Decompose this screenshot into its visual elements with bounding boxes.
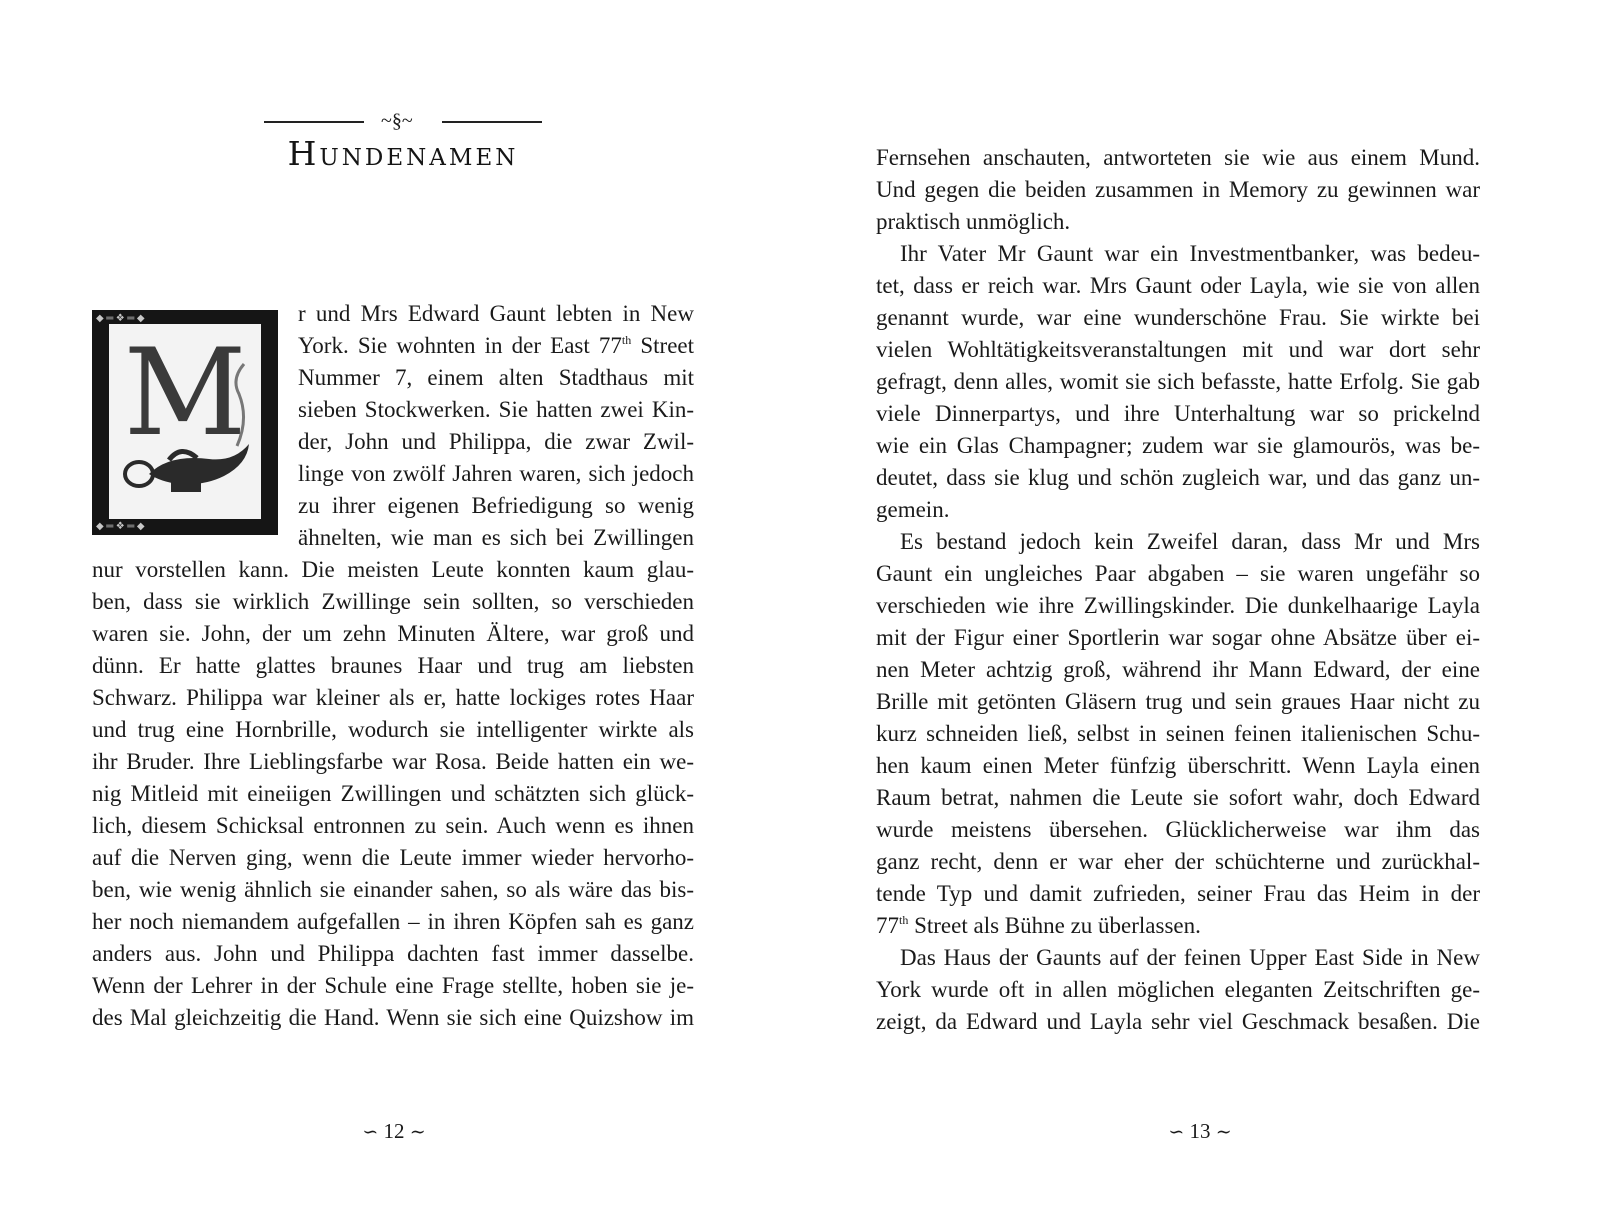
text-line: tende Typ und damit zufrieden, seiner Frau das Heim in der xyxy=(876,881,1480,906)
text-line: ben, dass sie wirklich Zwillinge sein sollten, so verschieden xyxy=(92,589,694,614)
text-line: York wurde oft in allen möglichen eleganten Zeitschriften ge- xyxy=(876,977,1480,1002)
text-line: Ihr Vater Mr Gaunt war ein Investmentbanker, was bedeu- xyxy=(900,241,1480,266)
text-line: linge von zwölf Jahren waren, sich jedoch xyxy=(298,461,694,486)
text-line: kurz schneiden ließ, selbst in seinen feinen italienischen Schu- xyxy=(876,721,1480,746)
text-line: ihr Bruder. Ihre Lieblingsfarbe war Rosa. Beide hatten ein we- xyxy=(92,749,694,774)
text-line: vielen Wohltätigkeitsveranstaltungen mit und war dort sehr xyxy=(876,337,1480,362)
right-page-text xyxy=(876,142,1480,1038)
text-line: verschieden wie ihre Zwillingskinder. Die dunkelhaarige Layla xyxy=(876,593,1480,618)
text-line: ganz recht, denn er war eher der schüchterne und zurückhal- xyxy=(876,849,1480,874)
page-number-left xyxy=(324,1119,464,1144)
text-line: her noch niemandem aufgefallen – in ihren Köpfen sah es ganz xyxy=(92,909,694,934)
magic-lamp-icon xyxy=(109,324,261,519)
text-line: auf die Nerven ging, wenn die Leute immer wieder hervorho- xyxy=(92,845,694,870)
drop-cap-letter: M xyxy=(123,324,247,463)
drop-cap-initial: ◆ ═ ❖ ═ ◆ ◆ ═ ❖ ═ ◆ M xyxy=(92,310,278,535)
text-line: nen Meter achtzig groß, während ihr Mann Edward, der eine xyxy=(876,657,1480,682)
text-line: wie ein Glas Champagner; zudem war sie glamourös, was be- xyxy=(876,433,1480,458)
text-line: Schwarz. Philippa war kleiner als er, hatte lockiges rotes Haar xyxy=(92,685,694,710)
text-line: nig Mitleid mit eineiigen Zwillingen und schätzten sich glück- xyxy=(92,781,694,806)
right-page xyxy=(800,0,1600,1229)
text-line: Das Haus der Gaunts auf der feinen Upper East Side in New xyxy=(900,945,1480,970)
text-line: Fernsehen anschauten, antworteten sie wie aus einem Mund. xyxy=(876,145,1480,170)
drop-cap-panel xyxy=(109,324,261,519)
text-line: dünn. Er hatte glattes braunes Haar und trug am liebsten xyxy=(92,653,694,678)
text-line: deutet, dass sie klug und schön zugleich war, und das ganz un- xyxy=(876,465,1480,490)
text-line: genannt wurde, war eine wunderschöne Frau. Sie wirkte bei xyxy=(876,305,1480,330)
chapter-title: Hundenamen xyxy=(287,134,519,173)
text-line: ähnelten, wie man es sich bei Zwillingen xyxy=(298,525,694,550)
text-line: sieben Stockwerken. Sie hatten zwei Kin- xyxy=(298,397,694,422)
ornament-line-right xyxy=(442,121,542,123)
text-line: Raum betrat, nahmen die Leute sie sofort wahr, doch Edward xyxy=(876,785,1480,810)
page-number: 12 xyxy=(383,1119,405,1143)
paragraph-full-width xyxy=(92,554,694,1034)
text-line: hen kaum einen Meter fünfzig überschritt. Wenn Layla einen xyxy=(876,753,1480,778)
paragraph-beside-initial xyxy=(298,298,694,554)
text-line: waren sie. John, der um zehn Minuten Ältere, war groß und xyxy=(92,621,694,646)
text-line: zeigt, da Edward und Layla sehr viel Geschmack besaßen. Die xyxy=(876,1009,1480,1034)
text-line: Nummer 7, einem alten Stadthaus mit xyxy=(298,365,694,390)
text-line: anders aus. John und Philippa dachten fast immer dasselbe. xyxy=(92,941,694,966)
text-line: Wenn der Lehrer in der Schule eine Frage stellte, hoben sie je- xyxy=(92,973,694,998)
page-number-right xyxy=(1130,1119,1270,1144)
folio-swash-icon: ∼ xyxy=(1215,1122,1232,1143)
text-line: 77th Street als Bühne zu überlassen. xyxy=(876,913,1201,938)
text-line: ben, wie wenig ähnlich sie einander sahen, so als wäre das bis- xyxy=(92,877,694,902)
text-line: wurde meistens übersehen. Glücklicherweise war ihm das xyxy=(876,817,1480,842)
text-line: tet, dass er reich war. Mrs Gaunt oder Layla, wie sie von allen xyxy=(876,273,1480,298)
text-line: Gaunt ein ungleiches Paar abgaben – sie waren ungefähr so xyxy=(876,561,1480,586)
text-line: mit der Figur einer Sportlerin war sogar ohne Absätze über ei- xyxy=(876,625,1480,650)
flourish-icon: ~§~ xyxy=(381,110,413,132)
text-line: Und gegen die beiden zusammen in Memory zu gewinnen war xyxy=(876,177,1480,202)
text-line: Es bestand jedoch kein Zweifel daran, dass Mr und Mrs xyxy=(900,529,1480,554)
page-number: 13 xyxy=(1189,1119,1211,1143)
ornament-line-left xyxy=(264,121,364,123)
chapter-ornament xyxy=(264,109,542,132)
text-line: viele Dinnerpartys, und ihre Unterhaltung war so prickelnd xyxy=(876,401,1480,426)
text-line: und trug eine Hornbrille, wodurch sie intelligenter wirkte als xyxy=(92,717,694,742)
folio-swash-icon: ∽ xyxy=(1168,1122,1185,1143)
text-line: York. Sie wohnten in der East 77th Street xyxy=(298,333,695,358)
folio-swash-icon: ∽ xyxy=(362,1122,379,1143)
text-line: zu ihrer eigenen Befriedigung so wenig xyxy=(298,493,694,518)
text-line: gefragt, denn alles, womit sie sich befasste, hatte Erfolg. Sie gab xyxy=(876,369,1480,394)
text-line: lich, diesem Schicksal entronnen zu sein. Auch wenn es ihnen xyxy=(92,813,694,838)
text-line: Brille mit getönten Gläsern trug und sein graues Haar nicht zu xyxy=(876,689,1480,714)
text-line: gemein. xyxy=(876,497,950,522)
text-line: des Mal gleichzeitig die Hand. Wenn sie sich eine Quizshow im xyxy=(92,1005,694,1030)
folio-swash-icon: ∼ xyxy=(409,1122,426,1143)
text-line: der, John und Philippa, die zwar Zwil- xyxy=(298,429,694,454)
text-line: praktisch unmöglich. xyxy=(876,209,1071,234)
text-line: nur vorstellen kann. Die meisten Leute konnten kaum glau- xyxy=(92,557,694,582)
text-line: r und Mrs Edward Gaunt lebten in New xyxy=(298,301,694,326)
